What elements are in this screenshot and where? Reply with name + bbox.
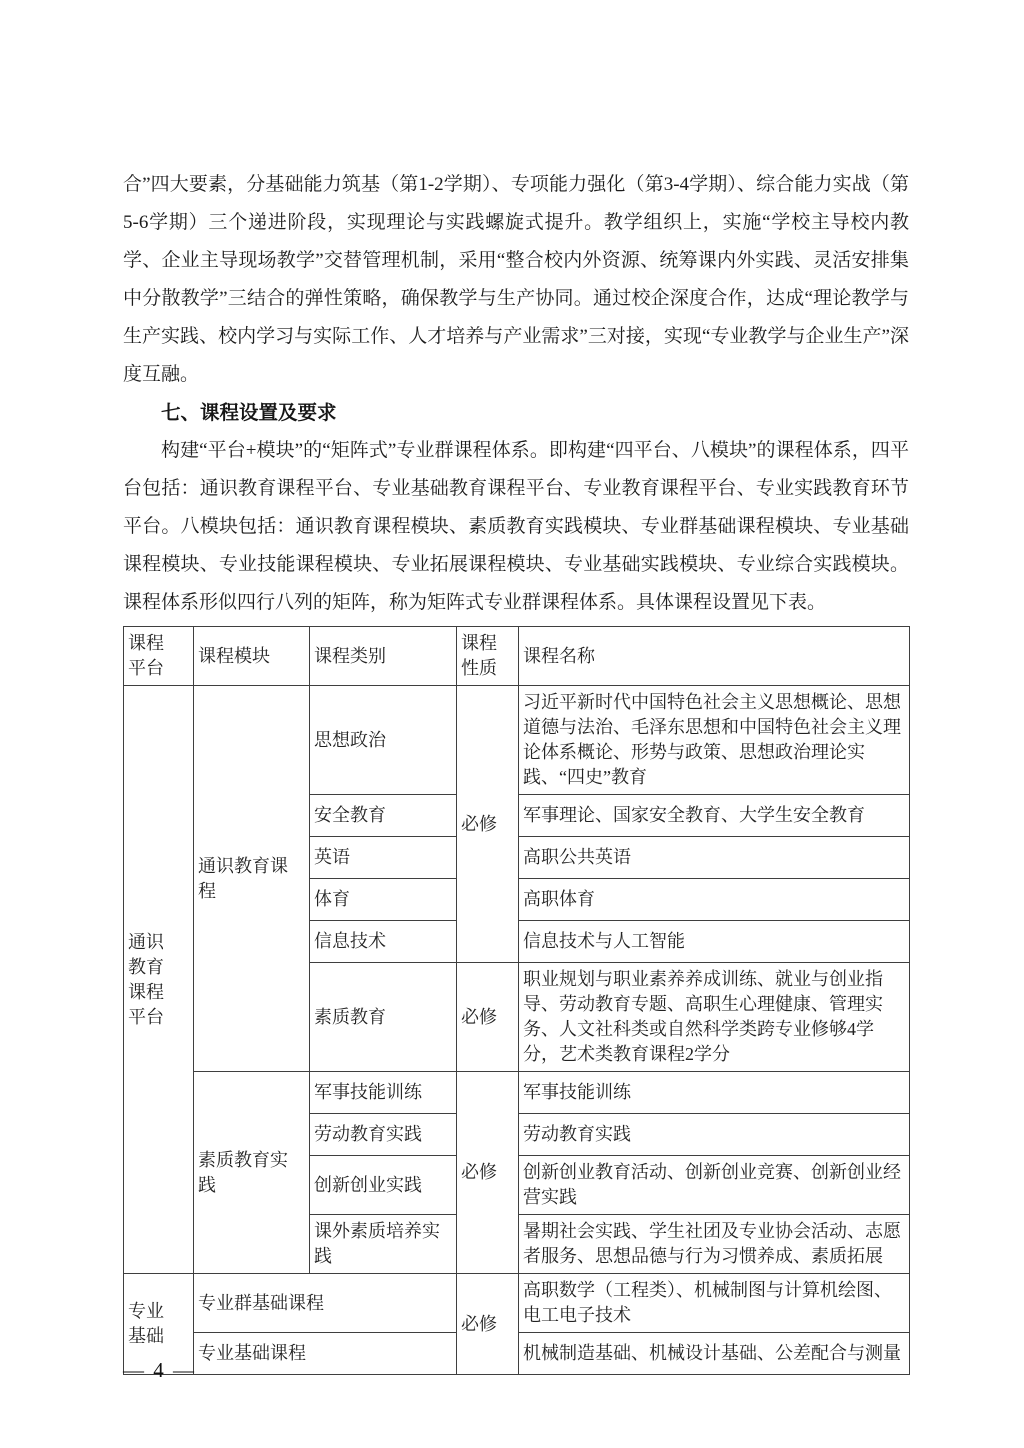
- body-paragraph-2: 构建“平台+模块”的“矩阵式”专业群课程体系。即构建“四平台、八模块”的课程体系，四平台包括：通识教育课程平台、专业基础教育课程平台、专业教育课程平台、专业实践教育环节平台。八模块包括：通识教育课程模块、素质教育实践模块、专业群基础课程模块、专业基础课程模块、专业技能课程模块、专业拓展课程模块、专业基础实践模块、专业综合实践模块。课程体系形似四行八列的矩阵，称为矩阵式专业群课程体系。具体课程设置见下表。: [123, 440, 909, 613]
- cell-course-name: 创新创业教育活动、创新创业竞赛、创新创业经营实践: [519, 1156, 910, 1215]
- cell-course-category: 安全教育: [310, 795, 457, 837]
- cell-course-nature: 必修: [457, 963, 519, 1072]
- cell-course-category: 素质教育: [310, 963, 457, 1072]
- table-header-row: [124, 627, 910, 686]
- header-cell-platform: [124, 627, 194, 686]
- header-name-label: 课程名称: [523, 645, 595, 666]
- table-row-ideological-politics: [124, 686, 910, 795]
- cell-course-name: 军事技能训练: [519, 1072, 910, 1114]
- cell-course-category: 专业群基础课程: [194, 1274, 457, 1333]
- cell-course-category: 英语: [310, 837, 457, 879]
- cell-course-name: 职业规划与职业素养养成训练、就业与创业指导、劳动教育专题、高职生心理健康、管理实务、人文社科类或自然科学类跨专业修够4学分，艺术类教育课程2学分: [519, 963, 910, 1072]
- cell-course-category: 思想政治: [310, 686, 457, 795]
- cell-course-nature: 必修: [457, 686, 519, 963]
- module-general-label: 通识教育课程: [198, 855, 288, 901]
- platform-general-label: 通识教育课程平台: [128, 931, 164, 1027]
- cell-course-category: 劳动教育实践: [310, 1114, 457, 1156]
- cell-course-name: 军事理论、国家安全教育、大学生安全教育: [519, 795, 910, 837]
- table-row-military-skills: [124, 1072, 910, 1114]
- cell-platform-general-education: [124, 686, 194, 1274]
- cell-course-name: 高职公共英语: [519, 837, 910, 879]
- cell-course-name: 劳动教育实践: [519, 1114, 910, 1156]
- cell-course-category: 创新创业实践: [310, 1156, 457, 1215]
- cell-course-category: 专业基础课程: [194, 1333, 457, 1375]
- header-category-label: 课程类别: [314, 645, 386, 666]
- header-cell-name: [519, 627, 910, 686]
- cell-course-nature: 必修: [457, 1072, 519, 1274]
- cell-course-name: 机械制造基础、机械设计基础、公差配合与测量: [519, 1333, 910, 1375]
- cell-course-nature: 必修: [457, 1274, 519, 1375]
- cell-course-name: 高职数学（工程类）、机械制图与计算机绘图、电工电子技术: [519, 1274, 910, 1333]
- cell-course-name: 习近平新时代中国特色社会主义思想概论、思想道德与法治、毛泽东思想和中国特色社会主义理论体系概论、形势与政策、思想政治理论实践、“四史”教育: [519, 686, 910, 795]
- header-cell-category: [310, 627, 457, 686]
- table-row-group-basic-courses: [124, 1274, 910, 1333]
- cell-course-category: 体育: [310, 879, 457, 921]
- header-platform-label: 课程平台: [128, 633, 164, 678]
- header-cell-nature: [457, 627, 519, 686]
- body-paragraph-1: 合”四大要素，分基础能力筑基（第1-2学期）、专项能力强化（第3-4学期）、综合能力实战（第5-6学期）三个递进阶段，实现理论与实践螺旋式提升。教学组织上，实施“学校主导校内教学、企业主导现场教学”交替管理机制，采用“整合校内外资源、统筹课内外实践、灵活安排集中分散教学”三结合的弹性策略，确保教学与生产协同。通过校企深度合作，达成“理论教学与生产实践、校内学习与实际工作、人才培养与产业需求”三对接，实现“专业教学与企业生产”深度互融。: [123, 174, 909, 385]
- section-heading: 七、课程设置及要求: [161, 402, 337, 424]
- curriculum-table: [123, 626, 910, 1375]
- header-nature-label: 课程性质: [461, 633, 497, 678]
- cell-course-name: 高职体育: [519, 879, 910, 921]
- header-cell-module: [194, 627, 310, 686]
- platform-professional-basic-label: 专业基础: [128, 1301, 164, 1346]
- module-quality-practice-label: 素质教育实践: [198, 1149, 288, 1195]
- page-number: — 4 —: [123, 1358, 196, 1382]
- cell-course-name: 信息技术与人工智能: [519, 921, 910, 963]
- cell-course-category: 军事技能训练: [310, 1072, 457, 1114]
- cell-course-category: 信息技术: [310, 921, 457, 963]
- cell-course-name: 暑期社会实践、学生社团及专业协会活动、志愿者服务、思想品德与行为习惯养成、素质拓展: [519, 1215, 910, 1274]
- header-module-label: 课程模块: [198, 645, 270, 666]
- page-content: [123, 166, 909, 1375]
- cell-module-quality-practice: [194, 1072, 310, 1274]
- cell-course-category: 课外素质培养实践: [310, 1215, 457, 1274]
- cell-module-general-education: [194, 686, 310, 1072]
